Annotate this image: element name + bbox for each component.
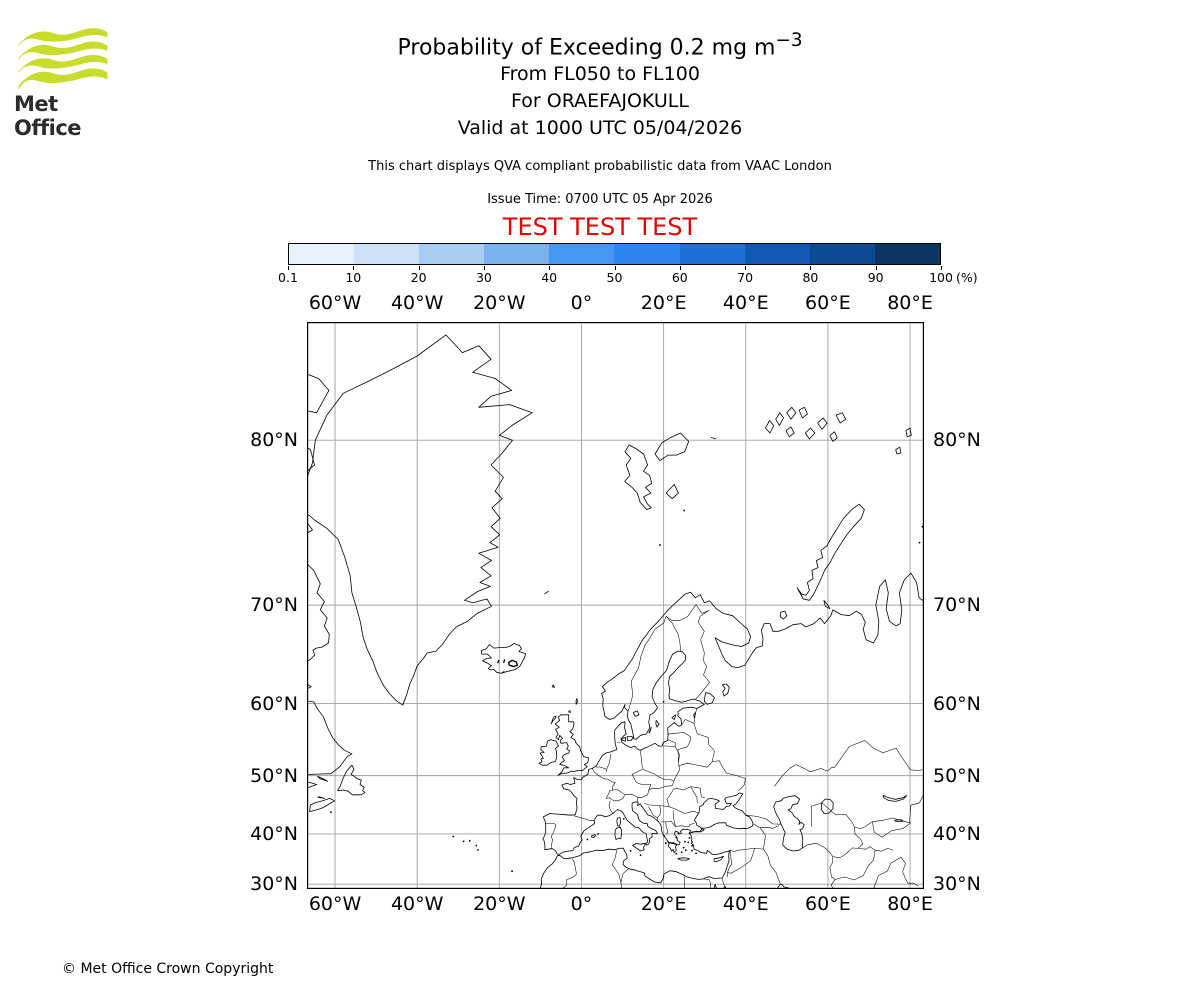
country-border [691,787,698,804]
country-border [606,789,625,800]
coastline [338,765,366,795]
colorbar-segment [484,244,549,264]
country-border [678,762,712,767]
small-island-dot [330,811,332,813]
country-border [592,769,615,791]
colorbar-segment [289,244,354,264]
small-island-dot [597,833,599,835]
colorbar-segment [354,244,419,264]
colorbar-segment [745,244,810,264]
coastline [666,484,678,498]
lat-tick-label-right: 30°N [933,873,981,896]
lon-tick-label-top: 60°W [308,292,362,314]
coastline [568,711,570,713]
copyright-text: © Met Office Crown Copyright [62,961,274,977]
small-island-dot [623,818,625,820]
small-island-dot [687,842,689,844]
colorbar-tick-label: 10 [345,270,362,285]
coastline [678,858,690,860]
coastline [552,685,555,688]
colorbar-tick-label: 40 [541,270,558,285]
issue-time: Issue Time: 0700 UTC 05 Apr 2026 [487,192,713,207]
small-island-dot [659,544,661,546]
coastline [722,684,729,696]
lon-tick-label-bottom: 40°E [722,893,769,915]
small-island-dot [587,839,589,841]
country-border [760,828,765,850]
colorbar-tick-label: 80 [802,270,819,285]
small-island-dot [640,854,642,856]
country-border [666,822,668,835]
colorbar-segment [680,244,745,264]
coastline [906,428,911,437]
colorbar-tick-label: 0.1 [278,270,298,285]
small-island-dot [695,852,697,854]
country-border [638,785,651,798]
lat-tick-label-right: 70°N [933,594,981,617]
coastline [307,783,317,788]
country-border [802,843,835,889]
coastline [836,413,846,423]
coastline [545,591,549,594]
country-border [667,787,691,807]
coastline [766,421,774,434]
country-border [696,611,710,700]
coastline [774,796,804,851]
colorbar-tick-label: 90 [867,270,884,285]
coastline [633,711,639,717]
coastline [481,644,525,674]
country-border [833,847,893,858]
lat-tick-label-left: 30°N [250,873,298,896]
coastline [633,843,646,851]
coastline [805,428,815,439]
coastline [714,856,724,862]
iceland-glacier-outline [504,660,505,663]
colorbar-tick-label: 20 [410,270,427,285]
colorbar-tick-label: 60 [671,270,688,285]
map-area [307,322,924,889]
small-island-dot [675,853,677,855]
coastline [307,372,329,412]
lon-tick-label-bottom: 60°E [805,893,851,915]
coastline [787,407,796,419]
colorbar-segment [875,244,940,264]
country-border [607,754,612,770]
country-border [628,616,666,711]
country-border [775,740,925,786]
small-island-dot [683,847,685,849]
coastline [711,437,716,439]
coastline [555,715,588,776]
country-border [835,850,875,880]
colorbar-tick-label: 30 [475,270,492,285]
chart-title-text: Probability of Exceeding 0.2 mg m [397,35,776,61]
coastline [797,504,864,600]
logo-text: Met Office [14,92,82,140]
lon-tick-label-bottom: 40°W [390,893,444,915]
country-border [663,746,675,747]
country-border [625,794,638,802]
coastline [824,600,830,608]
small-island-dot [463,840,465,842]
lon-tick-label-top: 40°E [722,292,769,314]
country-border [660,806,699,814]
coastline [602,573,924,750]
small-island-dot [663,701,665,703]
coastline [307,559,329,663]
small-island-dot [511,870,513,872]
country-border [730,848,763,851]
colorbar-segment [614,244,679,264]
country-border [621,869,629,889]
small-island-dot [691,845,693,847]
country-border [666,616,681,651]
coastline [799,407,807,418]
country-border [648,807,657,818]
coastline [617,818,621,827]
country-border [644,803,659,805]
lat-tick-label-left: 80°N [250,429,298,452]
country-border [596,767,607,772]
coastline [317,797,324,799]
colorbar-segment [549,244,614,264]
coastline [622,738,626,742]
coastline [896,447,901,454]
small-island-dot [691,850,693,852]
country-border [661,821,676,827]
colorbar-segment [810,244,875,264]
country-border [678,737,691,762]
country-border [649,781,674,790]
colorbar-unit: (%) [956,270,978,285]
chart-title [0,30,1200,60]
country-border [753,824,779,828]
lon-tick-label-bottom: 60°W [308,893,362,915]
country-border [691,787,705,798]
coastline [627,736,633,740]
lat-tick-label-left: 70°N [250,594,298,617]
coastline [317,776,327,781]
volcano-subtitle: For ORAEFAJOKULL [511,90,689,112]
country-border [763,849,780,884]
small-island-dot [919,542,921,544]
small-island-dot [685,849,687,851]
coastline [615,827,622,839]
lat-tick-label-left: 40°N [250,822,298,845]
lat-tick-label-left: 60°N [250,692,298,715]
country-border [612,850,621,883]
lon-tick-label-top: 60°E [805,292,851,314]
coastline [780,611,787,619]
coastline [591,835,596,838]
flight-level-subtitle: From FL050 to FL100 [500,63,700,85]
small-island-dot [477,849,479,851]
coastline [655,433,689,461]
lon-tick-label-top: 40°W [390,292,444,314]
lon-tick-label-top: 0° [570,292,593,314]
colorbar-tick-label: 50 [606,270,623,285]
country-border [657,806,661,821]
coastline [883,795,907,801]
coastline [656,720,659,727]
iceland-glacier-outline [509,660,518,666]
small-island-dot [684,841,686,843]
lat-tick-label-right: 80°N [933,429,981,452]
small-island-dot [665,842,667,844]
coastline [539,740,559,766]
country-border [872,822,911,837]
qva-note: This chart displays QVA compliant probabilistic data from VAAC London [368,159,832,174]
coastline [551,716,556,724]
coastline [307,335,532,705]
lon-tick-label-top: 80°E [887,292,933,314]
country-border [855,827,863,848]
coastline [776,413,784,426]
country-border [609,801,613,814]
small-island-dot [475,845,477,847]
valid-time-subtitle: Valid at 1000 UTC 05/04/2026 [457,117,743,139]
iceland-glacier-outline [498,660,499,663]
chart-title-exponent: −3 [775,30,803,51]
small-island-dot [452,836,454,838]
test-banner: TEST TEST TEST [502,213,698,241]
country-border [574,816,595,821]
colorbar-tick-label: 70 [737,270,754,285]
country-border [668,732,691,736]
coastline [310,798,335,811]
small-island-dot [630,850,632,852]
coastline [704,693,714,705]
country-border [640,750,643,769]
lon-tick-label-bottom: 80°E [887,893,933,915]
small-island-dot [683,510,685,512]
lon-tick-label-bottom: 0° [570,893,593,915]
colorbar-tick-label: 100 [929,270,953,285]
lat-tick-label-right: 40°N [933,822,981,845]
colorbar-segments [288,243,941,265]
small-island-dot [663,835,665,837]
country-border [694,709,697,724]
lon-tick-label-top: 20°W [473,292,526,314]
country-border [545,824,556,849]
coastline [307,700,352,775]
lon-tick-label-bottom: 20°E [640,893,687,915]
lat-tick-label-right: 50°N [933,764,981,787]
coastline [672,715,676,720]
lat-tick-label-left: 50°N [250,764,298,787]
iceland-glacier-outline [502,672,504,673]
lon-tick-label-bottom: 20°W [473,893,526,915]
country-border [668,740,676,747]
lat-tick-label-right: 60°N [933,692,981,715]
country-border [694,723,745,790]
coastline [786,427,794,437]
coastline [625,445,652,510]
country-border [682,720,694,725]
country-border [722,878,725,887]
map-svg [307,322,924,889]
small-island-dot [681,851,683,853]
coastline [818,418,828,429]
colorbar-segment [419,244,484,264]
country-border [728,848,755,873]
country-border [666,605,709,621]
lon-tick-label-top: 20°E [640,292,687,314]
small-island-dot [469,840,471,842]
small-island-dot [689,837,691,839]
